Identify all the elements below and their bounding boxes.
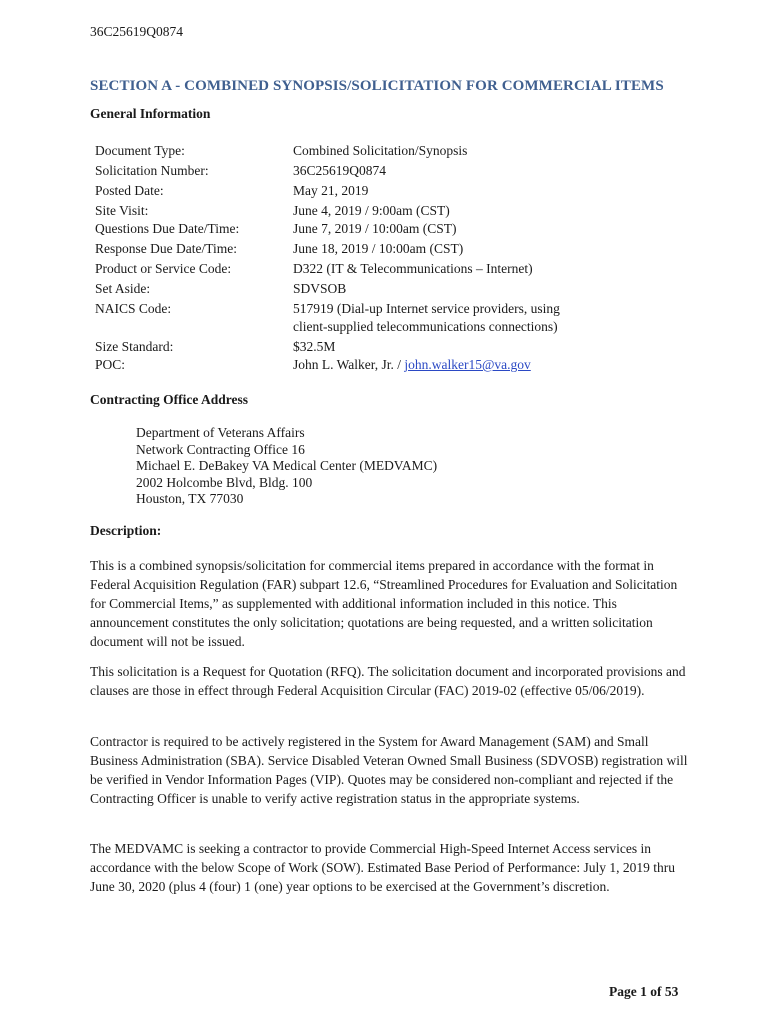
- info-value: $32.5M: [293, 339, 336, 354]
- description-paragraph: This is a combined synopsis/solicitation for commercial items prepared in accordance with the format in Federal Acquisition Regulation (FAR) subpart 12.6, “Streamlined Procedures for Evaluation and Solicitation for Commercial Items,” as supplemented with additional information included in this notice. This announcement constitutes the only solicitation; quotations are being requested, and a written solicitation document will not be issued.: [90, 558, 678, 649]
- info-value: June 18, 2019 / 10:00am (CST): [293, 241, 464, 256]
- info-value: D322 (IT & Telecommunications – Internet): [293, 261, 533, 276]
- info-value: May 21, 2019: [293, 183, 369, 198]
- general-information-heading: General Information: [90, 106, 211, 121]
- info-row-posted-date: [95, 182, 593, 200]
- general-information-table: [95, 142, 593, 374]
- address-line: Houston, TX 77030: [136, 491, 244, 506]
- description-heading: Description:: [90, 523, 162, 538]
- info-label: Solicitation Number:: [95, 163, 209, 178]
- poc-email-link[interactable]: john.walker15@va.gov: [404, 357, 531, 372]
- info-row-product-service-code: [95, 260, 593, 278]
- info-row-document-type: [95, 142, 593, 160]
- info-label: POC:: [95, 357, 126, 372]
- info-row-questions-due: [95, 220, 593, 238]
- description-paragraph: This solicitation is a Request for Quotation (RFQ). The solicitation document and incorporated provisions and clauses are those in effect through Federal Acquisition Circular (FAC) 2019-02 (effective 05/06/2019).: [90, 664, 686, 698]
- info-value: [293, 356, 593, 374]
- info-row-solicitation-number: [95, 162, 593, 180]
- info-value: SDVSOB: [293, 281, 347, 296]
- info-label: Document Type:: [95, 143, 185, 158]
- info-value: Combined Solicitation/Synopsis: [293, 143, 468, 158]
- info-label: Questions Due Date/Time:: [95, 221, 240, 236]
- info-row-poc: [95, 356, 593, 374]
- info-value: June 7, 2019 / 10:00am (CST): [293, 221, 457, 236]
- info-label: Site Visit:: [95, 203, 149, 218]
- info-value: 36C25619Q0874: [293, 163, 387, 178]
- contracting-office-address: [136, 425, 437, 508]
- info-label: Response Due Date/Time:: [95, 241, 237, 256]
- document-header-id: 36C25619Q0874: [90, 24, 184, 39]
- info-row-set-aside: [95, 280, 593, 298]
- info-value: 517919 (Dial-up Internet service providers, using client-supplied telecommunications connections): [293, 301, 560, 334]
- info-row-site-visit: [95, 202, 593, 220]
- description-paragraph: Contractor is required to be actively registered in the System for Award Management (SAM) and Small Business Administration (SBA). Service Disabled Veteran Owned Small Business (SDVOSB) registration will be verified in Vendor Information Pages (VIP). Quotes may be considered non-compliant and rejected if the Contracting Officer is unable to verify active registration status in the appropriate systems.: [90, 734, 688, 806]
- info-label: Product or Service Code:: [95, 261, 232, 276]
- info-value: June 4, 2019 / 9:00am (CST): [293, 203, 450, 218]
- address-line: Department of Veterans Affairs: [136, 425, 305, 440]
- info-row-response-due: [95, 240, 593, 258]
- address-line: Network Contracting Office 16: [136, 441, 305, 457]
- section-title: SECTION A - COMBINED SYNOPSIS/SOLICITATION FOR COMMERCIAL ITEMS: [90, 78, 664, 94]
- info-label: Posted Date:: [95, 183, 164, 198]
- info-row-size-standard: [95, 338, 593, 356]
- info-label: NAICS Code:: [95, 301, 172, 316]
- description-paragraph: The MEDVAMC is seeking a contractor to provide Commercial High-Speed Internet Access services in accordance with the below Scope of Work (SOW). Estimated Base Period of Performance: July 1, 2019 thru June 30, 2020 (plus 4 (four) 1 (one) year options to be exercised at the Government’s discretion.: [90, 841, 676, 894]
- info-row-naics-code: [95, 300, 593, 336]
- address-line: 2002 Holcombe Blvd, Bldg. 100: [136, 474, 313, 490]
- poc-name: John L. Walker, Jr. /: [293, 357, 405, 372]
- contracting-office-heading: Contracting Office Address: [90, 392, 248, 407]
- info-label: Size Standard:: [95, 339, 174, 354]
- address-line: Michael E. DeBakey VA Medical Center (MEDVAMC): [136, 458, 438, 473]
- info-label: Set Aside:: [95, 281, 151, 296]
- page-number: Page 1 of 53: [609, 984, 679, 999]
